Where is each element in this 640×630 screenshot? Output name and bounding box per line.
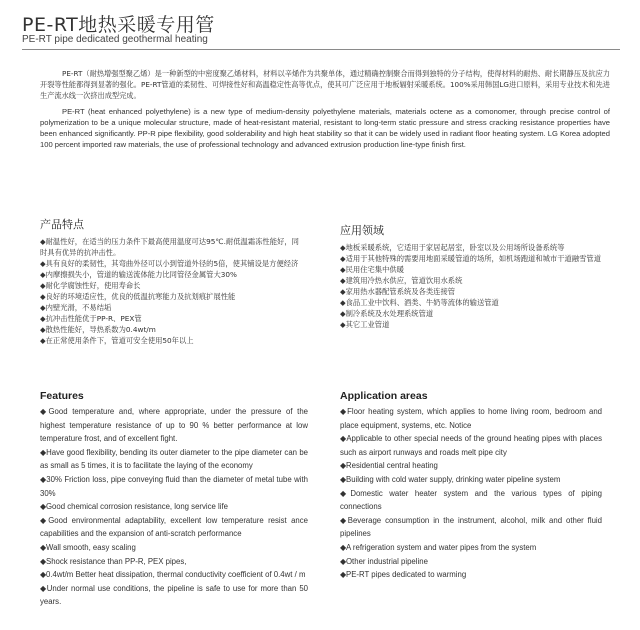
list-item: ◆具有良好的柔韧性，其弯曲外径可以小到管道外径的5倍，使其铺设是方便经济 (40, 259, 299, 268)
list-item: ◆Floor heating system, which applies to home living room, bedroom and place equipment, systems, etc. Notice (340, 407, 602, 430)
list-item: ◆良好的环境适应性，优良的低温抗寒能力及抗划痕扩展性能 (40, 292, 236, 301)
list-item: ◆Domestic water heater system and the various types of piping connections (340, 488, 602, 512)
applications-list-english (340, 405, 602, 582)
list-item: ◆民用住宅集中供暖 (340, 265, 404, 274)
features-list-english (40, 405, 308, 609)
features-heading-english: Features (40, 390, 84, 402)
applications-section-chinese (340, 222, 602, 330)
list-item: ◆制冷系统及水处理系统管道 (340, 309, 434, 318)
applications-list-chinese (340, 242, 602, 330)
list-item: ◆在正常使用条件下，管道可安全使用50年以上 (40, 336, 194, 345)
features-section-english (40, 390, 308, 609)
list-item: ◆Good temperature and, where appropriate, under the pressure of the highest temperature resistance of up to 90 % better performance at low temperature frost, and of excellent fight. (40, 407, 308, 444)
list-item: ◆Wall smooth, easy scaling (40, 542, 136, 552)
list-item: ◆其它工业管道 (340, 320, 390, 329)
list-item: ◆A refrigeration system and water pipes from the system (340, 542, 537, 552)
intro-paragraph-chinese: PE-RT（耐热增强型聚乙烯）是一种新型的中密度聚乙烯材料，材料以辛烯作为共聚单体，通过精确控制聚合而得到独特的分子结构，使得材料的耐热、耐长期静压及抗应力开裂等性能都得到显著的强化。PE-RT管道的柔韧性、可焊接性好和高温稳定性高等优点，使其可广泛应用于地板辐射采暖系统。100%采用韩国LG进口原料，采用专业技术和先进生产流水线一次挤出成型完成。 (40, 69, 610, 100)
list-item: ◆30% Friction loss, pipe conveying fluid than the diameter of metal tube with 30% (40, 474, 308, 498)
intro-paragraph-english: PE-RT (heat enhanced polyethylene) is a new type of medium-density polyethylene materials, materials octene as a comonomer, through precise control of polymerization to be a unique molecular structure, made of heat-resistant material, resistant to long-term static pressure and stress cracking resistance properties have been enhanced significantly. PP-R pipe flexibility, good solderability and high heat stability so that it can be widely used in radiant floor heating system. LG Korea adopted 100 percent imported raw materials, the use of professional technology and advanced extrusion production line-type finish first. (40, 107, 610, 149)
list-item: ◆Beverage consumption in the instrument, alcohol, milk and other fluid pipelines (340, 515, 602, 539)
list-item: ◆Building with cold water supply, drinking water pipeline system (340, 474, 561, 484)
title-divider (22, 49, 620, 50)
list-item: ◆耐化学腐蚀性好，使用寿命长 (40, 281, 141, 290)
list-item: ◆适用于其他特殊的需要用地面采暖管道的场所，如机场跑道和城市干道融雪管道 (340, 254, 601, 263)
list-item: ◆Applicable to other special needs of the ground heating pipes with places such as airport runways and roads melt pipe city (340, 434, 602, 457)
applications-heading-chinese: 应用领域 (340, 224, 384, 237)
features-list-chinese (40, 236, 302, 346)
list-item: ◆耐温性好，在适当的压力条件下最高使用温度可达95℃.耐低温霜冻性能好，同时具有优异的抗冲击性。 (40, 237, 299, 257)
list-item: ◆散热性能好，导热系数为0.4wt/m (40, 325, 156, 334)
page-title-english: PE-RT pipe dedicated geothermal heating (22, 34, 208, 45)
applications-heading-english: Application areas (340, 390, 428, 402)
list-item: ◆Have good flexibility, bending its outer diameter to the pipe diameter can be as small as 5 times, it is to facilitate the laying of the economy (40, 447, 308, 471)
list-item: ◆0.4wt/m Better heat dissipation, thermal conductivity coefficient of 0.4wt / m (40, 570, 306, 580)
list-item: ◆Residential central heating (340, 461, 438, 471)
list-item: ◆内壁光滑，不易结垢 (40, 303, 112, 312)
applications-section-english (340, 390, 602, 582)
list-item: ◆抗冲击性能优于PP-R、PEX管 (40, 314, 142, 323)
list-item: ◆地板采暖系统，它适用于家居起居室，卧室以及公用场所设备系统等 (340, 243, 565, 252)
list-item: ◆Under normal use conditions, the pipeline is safe to use for more than 50 years. (40, 583, 308, 607)
list-item: ◆食品工业中饮料、酒类、牛奶等流体的输送管道 (340, 298, 499, 307)
list-item: ◆Good environmental adaptability, excellent low temperature resist ance capabilities and the expansion of anti-scratch performance (40, 515, 308, 539)
features-section-chinese (40, 216, 302, 346)
page-title-chinese: PE-RT地热采暖专用管 (22, 14, 215, 36)
features-heading-chinese: 产品特点 (40, 218, 84, 231)
list-item: ◆Shock resistance than PP-R, PEX pipes, (40, 556, 187, 566)
list-item: ◆建筑用冷热水供应，管道饮用水系统 (340, 276, 463, 285)
list-item: ◆内摩擦损失小，管道的输送流体能力比同管径金属管大30% (40, 270, 237, 279)
list-item: ◆Good chemical corrosion resistance, long service life (40, 502, 229, 512)
list-item: ◆家用热水器配管系统及各类连接管 (340, 287, 456, 296)
list-item: ◆Other industrial pipeline (340, 556, 428, 566)
list-item: ◆PE-RT pipes dedicated to warming (340, 570, 467, 580)
